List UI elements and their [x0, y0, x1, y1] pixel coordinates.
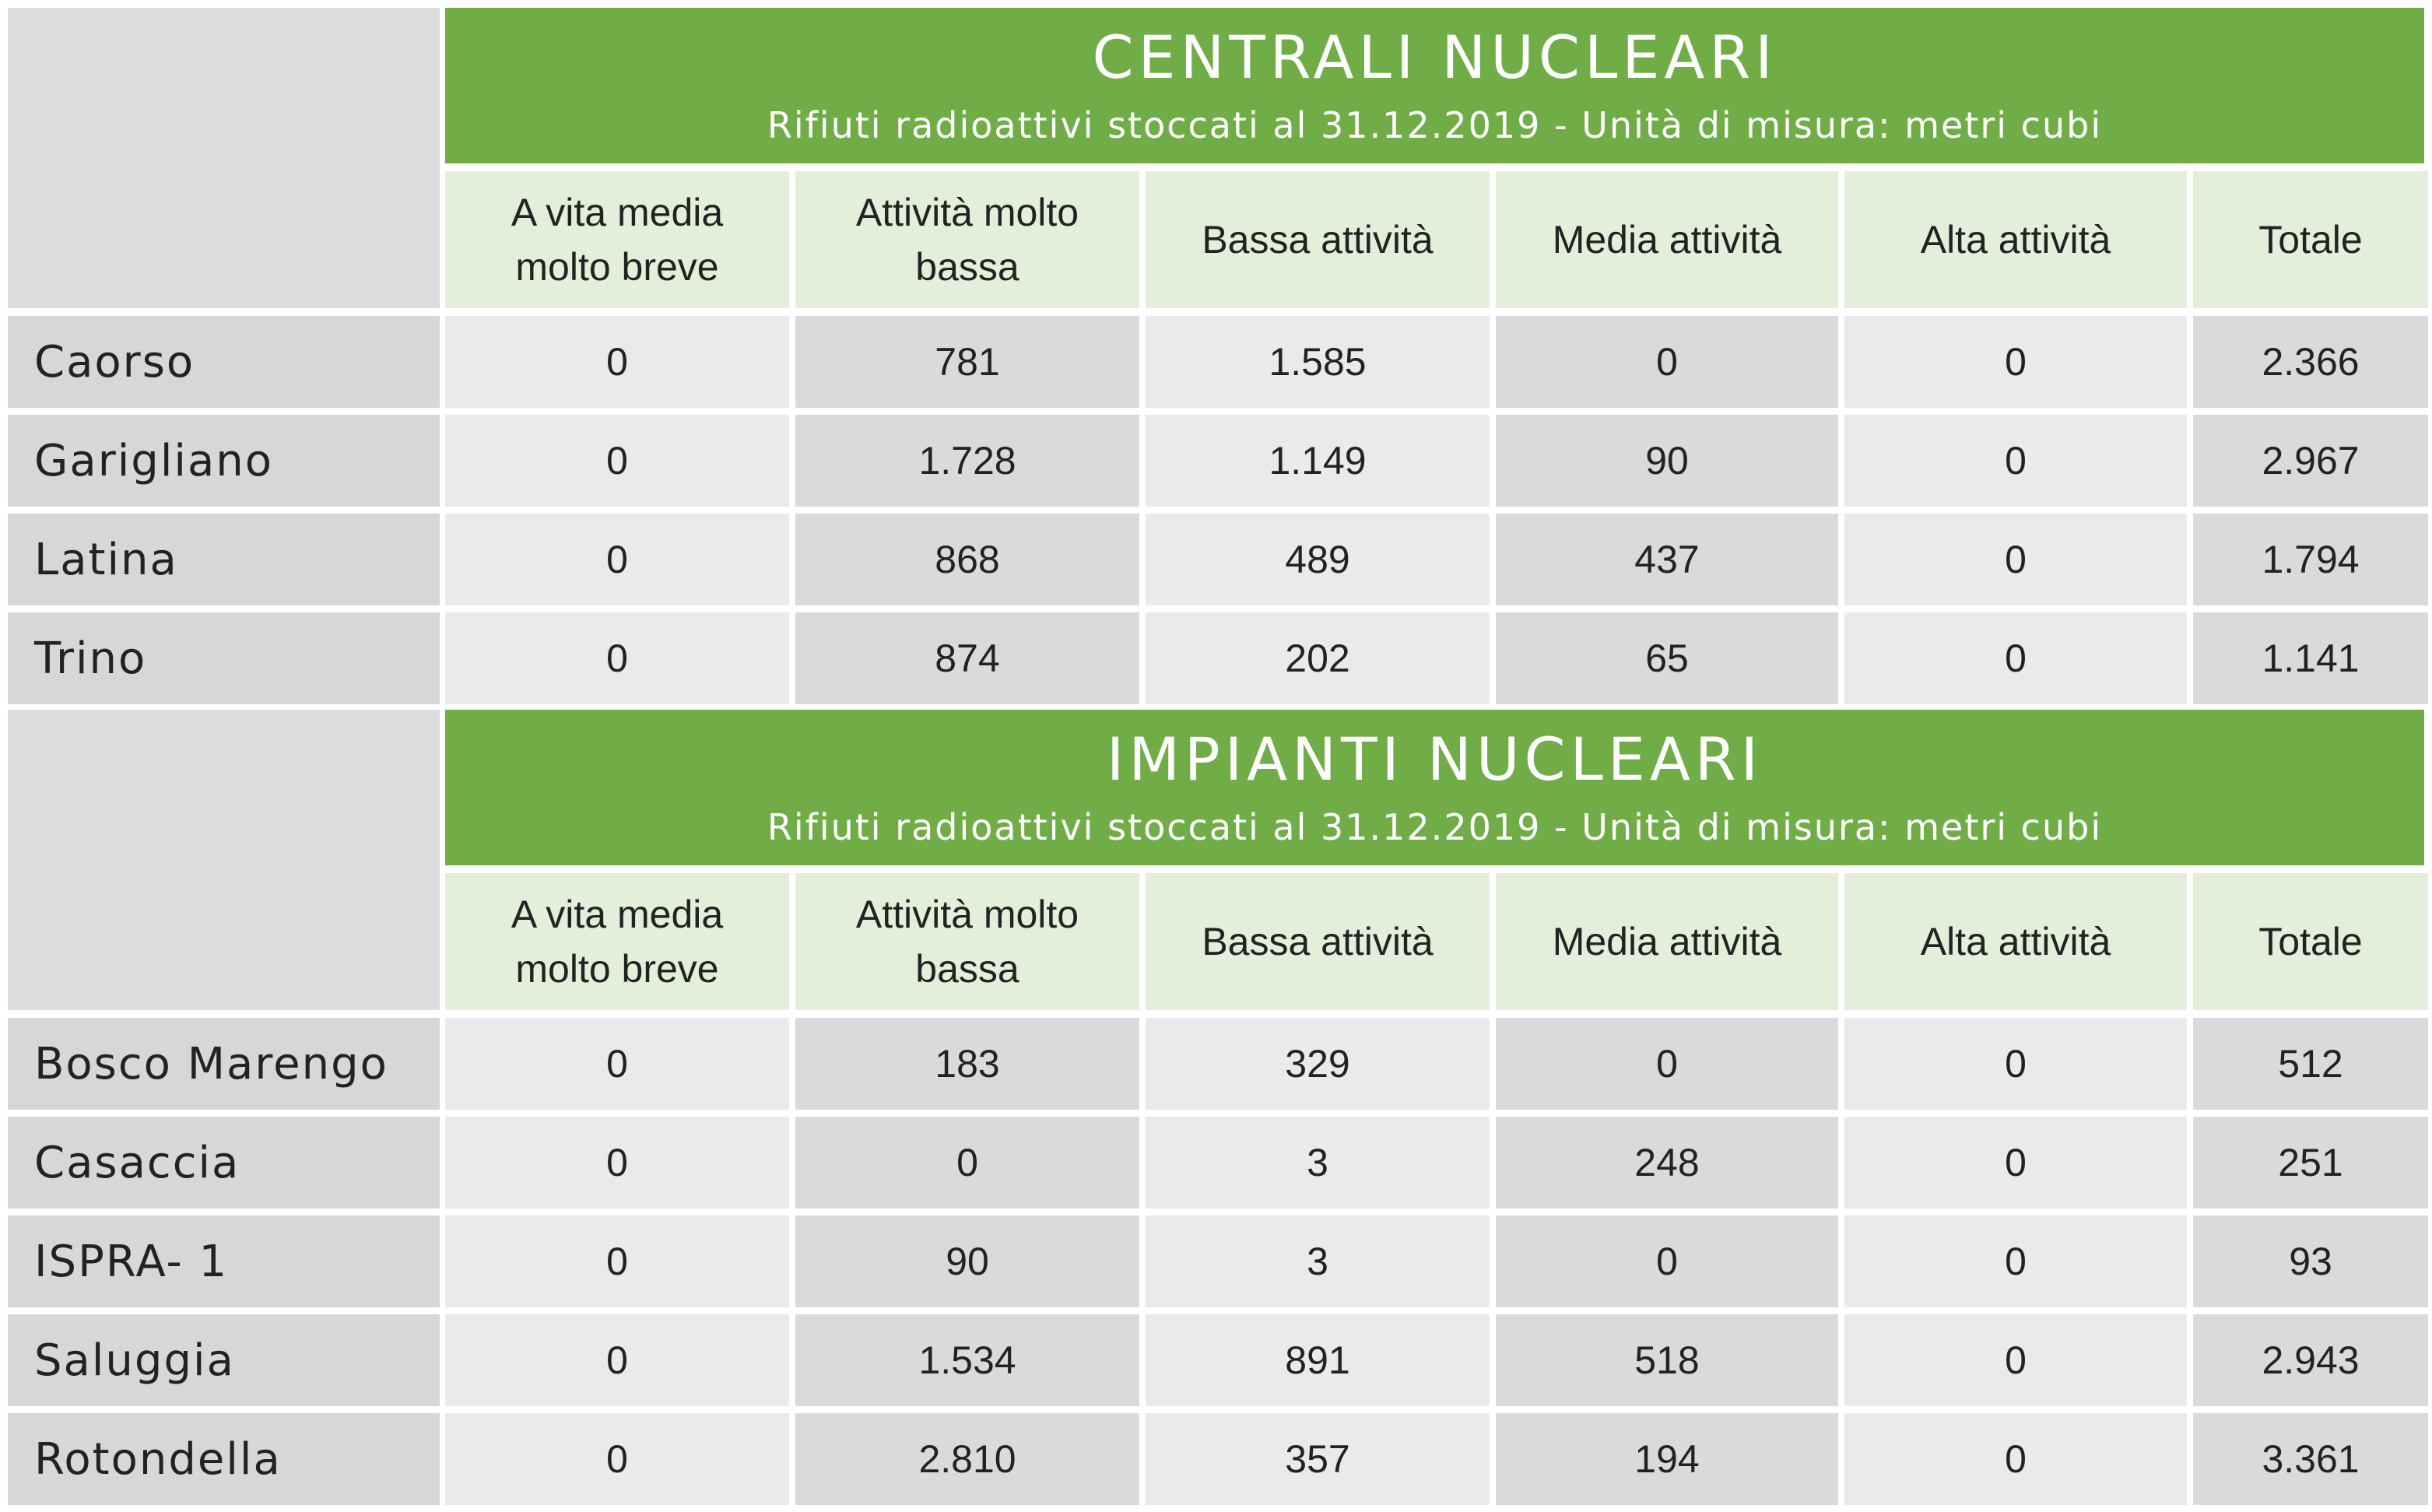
row-label-text: Casaccia	[34, 1137, 240, 1188]
column-header-text	[511, 887, 723, 996]
table-cell	[1146, 1018, 1490, 1110]
cell-value: 1.534	[918, 1338, 1016, 1382]
column-header	[795, 873, 1139, 1010]
column-header-text	[1202, 914, 1433, 969]
column-header-line2: molto breve	[515, 947, 719, 991]
table-cell	[1496, 1216, 1838, 1307]
cell-value: 1.728	[918, 439, 1016, 482]
row-label	[8, 514, 440, 605]
column-header-line2: molto breve	[515, 245, 719, 289]
table-cell	[2193, 514, 2428, 605]
column-header-text	[1553, 212, 1782, 267]
column-header-text	[856, 887, 1079, 996]
table-cell	[445, 316, 789, 408]
section-banner	[445, 710, 2424, 865]
cell-value: 2.810	[918, 1437, 1016, 1481]
table-cell	[795, 1216, 1139, 1307]
table-cell	[2193, 1314, 2428, 1406]
section-banner	[445, 8, 2424, 163]
cell-value: 2.967	[2262, 439, 2360, 482]
cell-value: 0	[2005, 1240, 2027, 1283]
table-cell	[1844, 316, 2187, 408]
table-cell	[1844, 1018, 2187, 1110]
cell-value: 183	[935, 1042, 1000, 1086]
table-cell	[795, 316, 1139, 408]
column-header-line1: A vita media	[511, 893, 724, 936]
column-header-line2: bassa	[915, 947, 1019, 991]
table-cell	[1496, 612, 1838, 704]
cell-value: 0	[1656, 1042, 1678, 1086]
cell-value: 0	[606, 1141, 628, 1184]
table-cell	[445, 612, 789, 704]
row-label-text: Trino	[34, 633, 147, 684]
table-cell	[445, 1117, 789, 1209]
corner-block	[8, 8, 440, 308]
cell-value: 489	[1285, 538, 1350, 581]
column-header-line1: Totale	[2258, 920, 2363, 963]
table-cell	[1496, 1314, 1838, 1406]
cell-value: 781	[935, 340, 1000, 384]
table-cell	[2193, 316, 2428, 408]
table-cell	[1496, 316, 1838, 408]
table-cell	[1844, 415, 2187, 507]
table-cell	[2193, 612, 2428, 704]
column-header	[1844, 873, 2187, 1010]
table-cell	[445, 1216, 789, 1307]
table-cell	[795, 514, 1139, 605]
column-header	[445, 873, 789, 1010]
column-header	[1146, 171, 1490, 308]
row-label-text: Caorso	[34, 336, 195, 388]
cell-value: 90	[1645, 439, 1689, 482]
cell-value: 437	[1634, 538, 1700, 581]
cell-value: 0	[606, 1042, 628, 1086]
cell-value: 357	[1285, 1437, 1350, 1481]
cell-value: 0	[2005, 1338, 2027, 1382]
row-label	[8, 1314, 440, 1406]
section-subtitle: Rifiuti radioattivi stoccati al 31.12.2019 - Unità di misura: metri cubi	[767, 104, 2103, 146]
table-cell	[445, 1018, 789, 1110]
column-header	[2193, 873, 2428, 1010]
cell-value: 1.585	[1269, 340, 1367, 384]
table-cell	[795, 612, 1139, 704]
row-label	[8, 1413, 440, 1505]
column-header	[795, 171, 1139, 308]
cell-value: 0	[606, 340, 628, 384]
column-header-line1: Attività molto	[855, 893, 1079, 936]
column-header-text	[1921, 914, 2111, 969]
cell-value: 0	[2005, 1042, 2027, 1086]
cell-value: 891	[1285, 1338, 1350, 1382]
section-centrali-nucleari	[0, 8, 2432, 711]
table-cell	[1146, 1117, 1490, 1209]
row-label	[8, 415, 440, 507]
table-cell	[1496, 1117, 1838, 1209]
cell-value: 0	[606, 439, 628, 482]
column-header-text	[1202, 212, 1433, 267]
cell-value: 0	[1656, 340, 1678, 384]
cell-value: 868	[935, 538, 1000, 581]
table-cell	[1844, 514, 2187, 605]
table-cell	[445, 514, 789, 605]
table-cell	[1146, 1216, 1490, 1307]
column-header-line1: Bassa attività	[1202, 218, 1434, 261]
column-header-text	[1921, 212, 2111, 267]
table-cell	[1146, 1413, 1490, 1505]
section-title: IMPIANTI NUCLEARI	[1106, 724, 1763, 794]
table-cell	[2193, 1413, 2428, 1505]
cell-value: 0	[606, 637, 628, 680]
table-cell	[1844, 1117, 2187, 1209]
column-header-line1: Media attività	[1552, 920, 1782, 963]
row-label-text: Garigliano	[34, 435, 274, 486]
row-label-text: Bosco Marengo	[34, 1038, 388, 1089]
column-header	[1844, 171, 2187, 308]
cell-value: 0	[956, 1141, 978, 1184]
column-header-line1: Alta attività	[1920, 218, 2111, 261]
table-cell	[1844, 1314, 2187, 1406]
cell-value: 248	[1634, 1141, 1700, 1184]
column-header-line2: bassa	[915, 245, 1019, 289]
table-cell	[2193, 1117, 2428, 1209]
table-cell	[2193, 1018, 2428, 1110]
cell-value: 512	[2278, 1042, 2343, 1086]
cell-value: 0	[2005, 439, 2027, 482]
column-header-text	[2258, 914, 2362, 969]
table-cell	[795, 1413, 1139, 1505]
cell-value: 3	[1307, 1240, 1328, 1283]
column-header-text	[856, 185, 1079, 294]
cell-value: 0	[606, 538, 628, 581]
table-cell	[795, 1117, 1139, 1209]
row-label	[8, 316, 440, 408]
column-header-line1: Attività molto	[855, 191, 1079, 234]
cell-value: 65	[1645, 637, 1689, 680]
table-cell	[795, 415, 1139, 507]
table-cell	[1146, 514, 1490, 605]
cell-value: 194	[1634, 1437, 1700, 1481]
table-cell	[1146, 612, 1490, 704]
corner-block	[8, 710, 440, 1010]
table-cell	[1496, 415, 1838, 507]
cell-value: 0	[2005, 637, 2027, 680]
column-header-line1: Alta attività	[1920, 920, 2111, 963]
column-header	[1146, 873, 1490, 1010]
table-cell	[1146, 316, 1490, 408]
row-label-text: Latina	[34, 534, 178, 585]
row-label-text: Saluggia	[34, 1335, 235, 1386]
table-cell	[795, 1018, 1139, 1110]
row-label	[8, 1018, 440, 1110]
table-cell	[1844, 612, 2187, 704]
column-header	[2193, 171, 2428, 308]
table-cell	[1146, 1314, 1490, 1406]
table-cell	[1844, 1216, 2187, 1307]
table-cell	[2193, 415, 2428, 507]
row-label-text: Rotondella	[34, 1433, 282, 1485]
column-header	[445, 171, 789, 308]
table-cell	[445, 1413, 789, 1505]
cell-value: 251	[2278, 1141, 2343, 1184]
table-cell	[1146, 415, 1490, 507]
cell-value: 874	[935, 637, 1000, 680]
cell-value: 3.361	[2262, 1437, 2360, 1481]
table-cell	[445, 415, 789, 507]
cell-value: 202	[1285, 637, 1350, 680]
table-cell	[1496, 1018, 1838, 1110]
table-cell	[1496, 514, 1838, 605]
column-header-line1: A vita media	[511, 191, 724, 234]
cell-value: 0	[606, 1240, 628, 1283]
section-subtitle: Rifiuti radioattivi stoccati al 31.12.2019 - Unità di misura: metri cubi	[767, 806, 2103, 848]
column-header-line1: Media attività	[1552, 218, 1782, 261]
cell-value: 0	[2005, 1437, 2027, 1481]
table-cell	[445, 1314, 789, 1406]
cell-value: 93	[2289, 1240, 2332, 1283]
cell-value: 0	[606, 1338, 628, 1382]
row-label	[8, 1216, 440, 1307]
column-header-text	[1553, 914, 1782, 969]
column-header-text	[511, 185, 723, 294]
table-cell	[795, 1314, 1139, 1406]
cell-value: 0	[606, 1437, 628, 1481]
cell-value: 0	[2005, 340, 2027, 384]
cell-value: 3	[1307, 1141, 1328, 1184]
row-label	[8, 612, 440, 704]
cell-value: 0	[2005, 538, 2027, 581]
column-header	[1496, 873, 1838, 1010]
cell-value: 0	[1656, 1240, 1678, 1283]
cell-value: 1.794	[2262, 538, 2360, 581]
cell-value: 1.149	[1269, 439, 1367, 482]
cell-value: 2.943	[2262, 1338, 2360, 1382]
column-header-line1: Bassa attività	[1202, 920, 1434, 963]
row-label-text: ISPRA- 1	[34, 1236, 229, 1287]
column-header	[1496, 171, 1838, 308]
column-header-line1: Totale	[2258, 218, 2363, 261]
cell-value: 2.366	[2262, 340, 2360, 384]
row-label	[8, 1117, 440, 1209]
cell-value: 0	[2005, 1141, 2027, 1184]
table-cell	[1844, 1413, 2187, 1505]
cell-value: 329	[1285, 1042, 1350, 1086]
table-cell	[2193, 1216, 2428, 1307]
column-header-text	[2258, 212, 2362, 267]
cell-value: 518	[1634, 1338, 1700, 1382]
section-title: CENTRALI NUCLEARI	[1092, 23, 1778, 92]
cell-value: 1.141	[2262, 637, 2360, 680]
cell-value: 90	[946, 1240, 989, 1283]
table-cell	[1496, 1413, 1838, 1505]
section-impianti-nucleari	[0, 710, 2432, 1512]
